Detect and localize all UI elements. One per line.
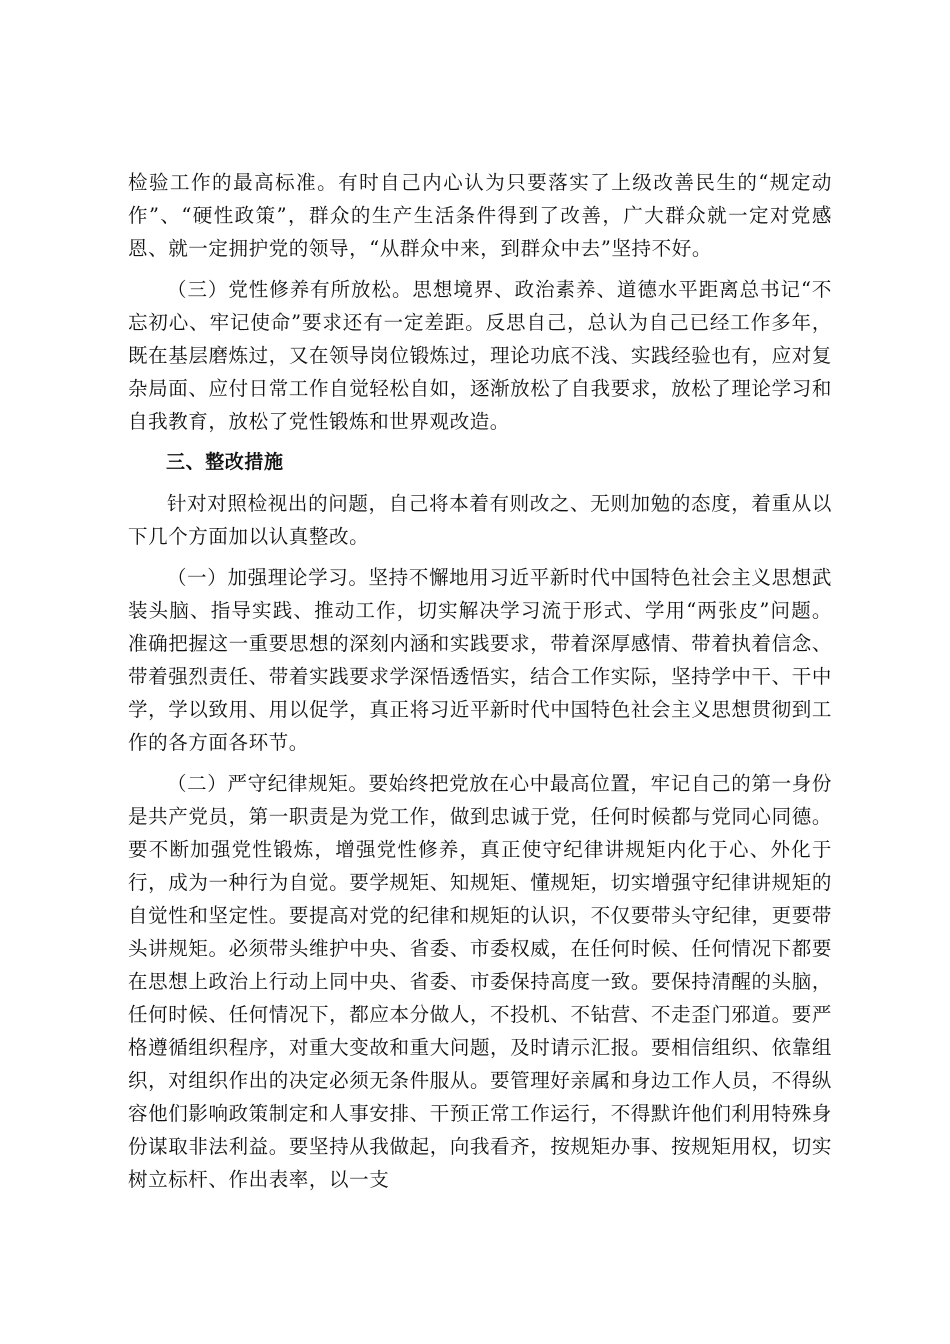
paragraph-party-spirit: （三）党性修养有所放松。思想境界、政治素养、道德水平距离总书记“不忘初心、牢记使命”要求还有一定差距。反思自己，总认为自己已经工作多年，既在基层磨炼过，又在领导岗位锻炼过，理论功底不浅、实践经验也有，应对复杂局面、应付日常工作自觉轻松自如，逐渐放松了自我要求，放松了理论学习和自我教育，放松了党性锻炼和世界观改造。	[128, 278, 832, 433]
document-body	[128, 166, 832, 1204]
section-heading-rectification: 三、整改措施	[166, 451, 284, 473]
paragraph-continuation: 检验工作的最高标准。有时自己内心认为只要落实了上级改善民生的“规定动作”、“硬性政策”，群众的生产生活条件得到了改善，广大群众就一定对党感恩、就一定拥护党的领导，“从群众中来，到群众中去”坚持不好。	[128, 171, 832, 260]
paragraph-discipline-rules: （二）严守纪律规矩。要始终把党放在心中最高位置，牢记自己的第一身份是共产党员，第一职责是为党工作，做到忠诚于党，任何时候都与党同心同德。要不断加强党性锻炼，增强党性修养，真正使守纪律讲规矩内化于心、外化于行，成为一种行为自觉。要学规矩、知规矩、懂规矩，切实增强守纪律讲规矩的自觉性和坚定性。要提高对党的纪律和规矩的认识，不仅要带头守纪律，更要带头讲规矩。必须带头维护中央、省委、市委权威，在任何时候、任何情况下都要在思想上政治上行动上同中央、省委、市委保持高度一致。要保持清醒的头脑，任何时候、任何情况下，都应本分做人，不投机、不钻营、不走歪门邪道。要严格遵循组织程序，对重大变故和重大问题，及时请示汇报。要相信组织、依靠组织，对组织作出的决定必须无条件服从。要管理好亲属和身边工作人员，不得纵容他们影响政策制定和人事安排、干预正常工作运行，不得默许他们利用特殊身份谋取非法利益。要坚持从我做起，向我看齐，按规矩办事、按规矩用权，切实树立标杆、作出表率，以一支	[128, 772, 832, 1191]
paragraph-rectification-intro: 针对对照检视出的问题，自己将本着有则改之、无则加勉的态度，着重从以下几个方面加以认真整改。	[128, 492, 832, 548]
paragraph-theory-study: （一）加强理论学习。坚持不懈地用习近平新时代中国特色社会主义思想武装头脑、指导实践、推动工作，切实解决学习流于形式、学用“两张皮”问题。准确把握这一重要思想的深刻内涵和实践要求，带着深厚感情、带着执着信念、带着强烈责任、带着实践要求学深悟透悟实，结合工作实际，坚持学中干、干中学，学以致用、用以促学，真正将习近平新时代中国特色社会主义思想贯彻到工作的各方面各环节。	[128, 566, 832, 754]
